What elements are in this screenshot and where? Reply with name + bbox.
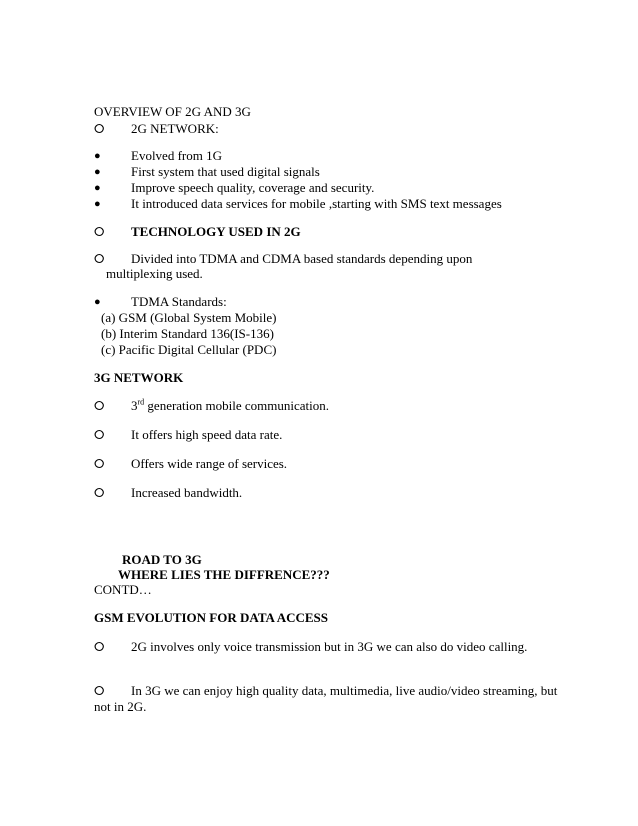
section-heading-3g-network: 3G NETWORK	[94, 370, 184, 385]
list-item: Evolved from 1G	[131, 148, 222, 163]
list-item: Offers wide range of services.	[131, 456, 288, 471]
ring-bullet-icon: ⭘	[94, 224, 105, 239]
list-item	[131, 398, 329, 414]
paragraph-line: not in 2G.	[94, 699, 147, 714]
tdma-standards-heading: TDMA Standards:	[131, 294, 227, 309]
list-item: (b) Interim Standard 136(IS-136)	[101, 326, 274, 341]
paragraph-line: In 3G we can enjoy high quality data, multimedia, live audio/video streaming, but	[131, 683, 558, 698]
ring-bullet-icon: ⭘	[94, 251, 105, 266]
ring-bullet-icon: ⭘	[94, 121, 105, 136]
dot-bullet-icon: ●	[94, 166, 101, 178]
section-heading-gsm-evolution: GSM EVOLUTION FOR DATA ACCESS	[94, 610, 329, 625]
ring-bullet-icon: ⭘	[94, 683, 105, 698]
list-item: Improve speech quality, coverage and security.	[131, 180, 375, 195]
ordinal-suffix: rd	[137, 397, 145, 407]
where-lies-difference-heading: WHERE LIES THE DIFFRENCE???	[118, 567, 330, 582]
list-item: (a) GSM (Global System Mobile)	[101, 310, 277, 325]
ring-bullet-icon: ⭘	[94, 427, 105, 442]
section-heading-2g-network: 2G NETWORK:	[131, 121, 219, 136]
dot-bullet-icon: ●	[94, 182, 101, 194]
list-item: First system that used digital signals	[131, 164, 320, 179]
list-item: It offers high speed data rate.	[131, 427, 283, 442]
contd-label: CONTD…	[94, 582, 152, 597]
road-to-3g-heading: ROAD TO 3G	[122, 552, 202, 567]
list-item: (c) Pacific Digital Cellular (PDC)	[101, 342, 277, 357]
ring-bullet-icon: ⭘	[94, 398, 105, 413]
list-item: It introduced data services for mobile ,starting with SMS text messages	[131, 196, 502, 211]
ring-bullet-icon: ⭘	[94, 639, 105, 654]
paragraph-line: Divided into TDMA and CDMA based standards depending upon	[131, 251, 473, 266]
document-title: OVERVIEW OF 2G AND 3G	[94, 104, 251, 119]
section-heading-technology: TECHNOLOGY USED IN 2G	[131, 224, 301, 239]
ring-bullet-icon: ⭘	[94, 456, 105, 471]
ring-bullet-icon: ⭘	[94, 485, 105, 500]
list-item: Increased bandwidth.	[131, 485, 243, 500]
list-item: 2G involves only voice transmission but in 3G we can also do video calling.	[131, 639, 528, 654]
dot-bullet-icon: ●	[94, 150, 101, 162]
ordinal-number: 3	[131, 398, 138, 413]
paragraph-line: multiplexing used.	[106, 266, 203, 281]
dot-bullet-icon: ●	[94, 296, 101, 308]
dot-bullet-icon: ●	[94, 198, 101, 210]
list-item-text: generation mobile communication.	[144, 398, 330, 413]
